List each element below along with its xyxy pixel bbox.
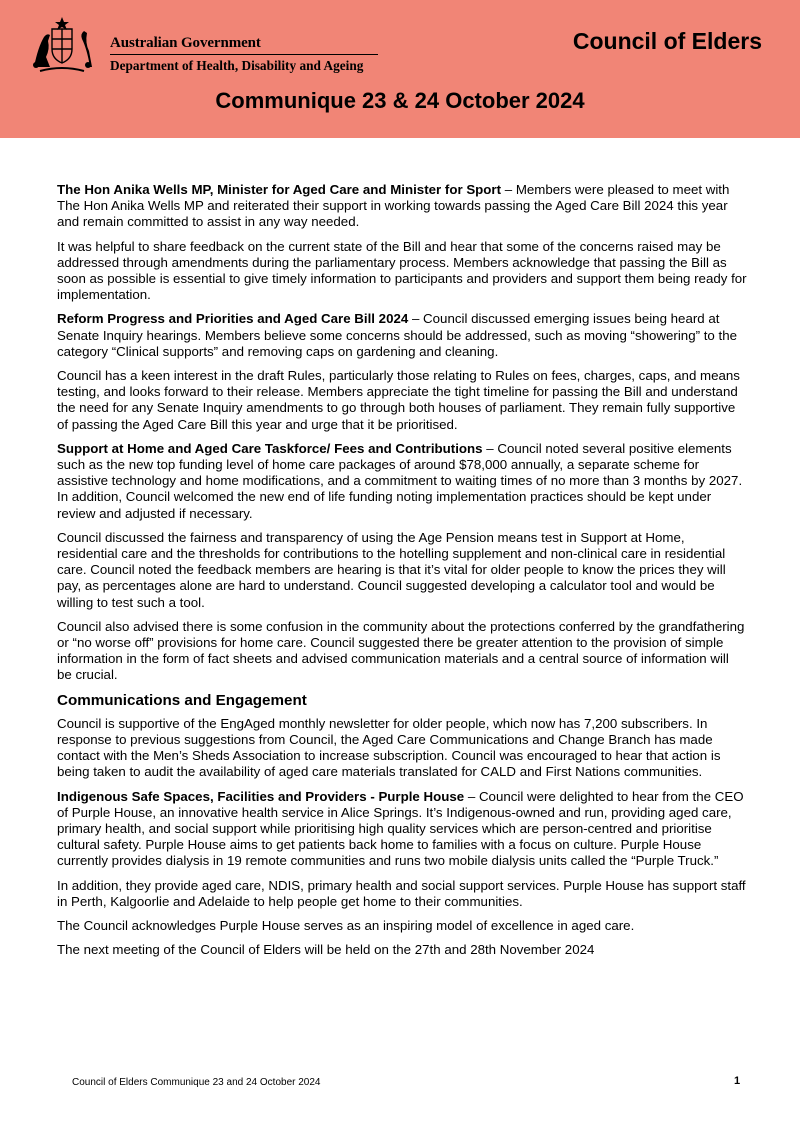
paragraph-lead: Reform Progress and Priorities and Aged Care Bill 2024: [57, 311, 409, 327]
paragraph: In addition, they provide aged care, NDIS, primary health and social support services. Purple House has support staff in Perth, Kalgoorlie and Adelaide to help people get home to their communities.: [57, 877, 746, 909]
paragraph: It was helpful to share feedback on the current state of the Bill and hear that some of the concerns raised may be addressed through amendments during the parliamentary process. Members acknowledge that passing the Bill as soon as possible is essential to give timely information to participants and providers and support them being ready for implementation.: [57, 238, 747, 303]
section-heading: Communications and Engagement: [57, 691, 307, 709]
page-number: 1: [734, 1075, 741, 1087]
communique-title: Communique 23 & 24 October 2024: [215, 88, 585, 113]
paragraph: Council is supportive of the EngAged monthly newsletter for older people, which now has 7,200 subscribers. In response to previous suggestions from Council, the Aged Care Communications and Change Branch has made contact with the Men’s Sheds Association to increase subscription. Council was encouraged to hear that action is being taken to audit the availability of aged care materials translated for CALD and First Nations communities.: [57, 715, 721, 780]
paragraph-lead: The Hon Anika Wells MP, Minister for Aged Care and Minister for Sport: [57, 182, 502, 197]
paragraph-minister: The Hon Anika Wells MP, Minister for Aged Care and Minister for Sport – Members were pleased to meet with The Hon Anika Wells MP and reiterated their support in working towards passing the Aged Care Bill 2024 this year and remain committed to assist in any way needed.: [57, 182, 730, 230]
footer-text: Council of Elders Communique 23 and 24 October 2024: [72, 1077, 321, 1088]
paragraph-lead: Support at Home and Aged Care Taskforce/ Fees and Contributions: [57, 440, 483, 456]
page-header: [0, 0, 800, 138]
paragraph: Council also advised there is some confusion in the community about the protections conferred by the grandfathering or “no worse off” provisions for home care. Council suggested there be greater attention to the provision of simple information in the form of fact sheets and advised communication materials and a central source of information will be crucial.: [57, 618, 745, 683]
paragraph: The next meeting of the Council of Elders will be held on the 27th and 28th November 2024: [57, 942, 595, 958]
paragraph-reform: Reform Progress and Priorities and Aged Care Bill 2024 – Council discussed emerging issues being heard at Senate Inquiry hearings. Members believe some concerns should be addressed, such as moving “showering” to the category “Clinical supports” and removing caps on gardening and cleaning.: [57, 311, 737, 359]
communique-body: [57, 182, 747, 966]
paragraph-support-at-home: Support at Home and Aged Care Taskforce/ Fees and Contributions – Council noted several positive elements such as the new top funding level of home care packages of around $78,000 annually, a separate scheme for assistive technology and home modifications, and a commitment to waiting times of no more than 3 months by 2027. In addition, Council welcomed the new end of life funding noting implementation practices should be kept under review and adjusted if necessary.: [57, 440, 743, 521]
paragraph-purple-house: Indigenous Safe Spaces, Facilities and Providers - Purple House – Council were delighted to hear from the CEO of Purple House, an innovative health service in Alice Springs. It’s Indigenous-owned and run, providing aged care, primary health, and social support while prioritising high quality services which are person-centred and prioritise cultural safety. Purple House aims to get patients back home to families with a focus on culture. Purple House currently provides dialysis in 19 remote communities and runs two mobile dialysis units called the “Purple Truck.”: [57, 788, 744, 869]
government-name: Australian Government: [110, 35, 261, 51]
coat-of-arms-icon: [22, 15, 102, 77]
paragraph: Council discussed the fairness and transparency of using the Age Pension means test in Support at Home, residential care and the thresholds for contributions to the hotelling supplement and non-clinical care in residential care. Council noted the feedback members are hearing is that it’s vital for older people to know the prices they will pay, as percentages alone are hard to understand. Council suggested developing a calculator tool and would be willing to test such a tool.: [57, 529, 726, 610]
department-name: Department of Health, Disability and Ageing: [110, 58, 364, 73]
paragraph: The Council acknowledges Purple House serves as an inspiring model of excellence in aged care.: [57, 917, 635, 933]
government-divider: [110, 54, 378, 55]
paragraph-lead: Indigenous Safe Spaces, Facilities and Providers - Purple House: [57, 788, 465, 804]
paragraph: Council has a keen interest in the draft Rules, particularly those relating to Rules on fees, charges, caps, and means testing, and looks forward to their release. Members appreciate the tight timeline for passing the Bill and understand the need for any Senate Inquiry amendments to go through both houses of parliament. They remain fully supportive of passing the Aged Care Bill this year and urge that it be prioritised.: [57, 368, 740, 432]
council-title: Council of Elders: [572, 28, 762, 54]
